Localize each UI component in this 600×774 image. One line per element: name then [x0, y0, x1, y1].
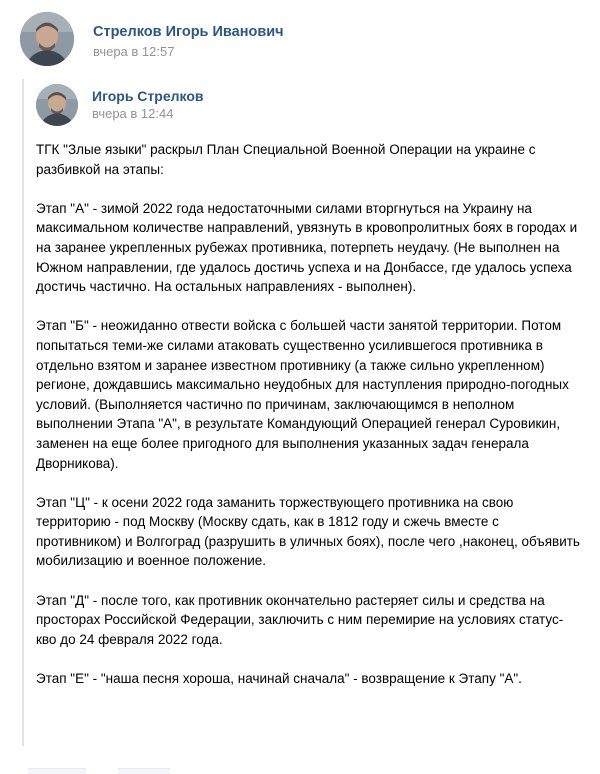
text-paragraph-stage-a: Этап "А" - зимой 2022 года недостаточными силами вторгнуться на Украину на максимальном количестве направлений, увязнуть в кровопролитных боях в городах и на заранее укрепленных рубежах противника, потерпеть неудачу. (Не выполнен на Южном направлении, где удалось достичь успеха и на Донбассе, где удалось успеха достичь частично. На остальных направлениях - выполнен). — [36, 200, 578, 295]
repost-timestamp[interactable]: вчера в 12:44 — [92, 106, 174, 121]
text-paragraph-stage-e: Этап "Е" - "наша песня хороша, начинай сначала" - возвращение к Этапу "А". — [36, 671, 522, 687]
text-paragraph-stage-c: Этап "Ц" - к осени 2022 года заманить торжествующего противника на свою территорию - под Москву (Москву сдать, как в 1812 году и сжечь вместе с противником) и Волгоград (разрушить в уличных боях), после чего ,наконец, объявить мобилизацию и военное положение. — [36, 494, 580, 569]
post-author-link[interactable]: Стрелков Игорь Иванович — [93, 24, 284, 40]
author-avatar-icon[interactable] — [20, 12, 74, 66]
repost-author-avatar-icon[interactable] — [36, 84, 78, 126]
text-paragraph-stage-b: Этап "Б" - неожиданно отвести войска с большей части занятой территории. Потом попытаться теми-же силами атаковать существенно усилившегося противника в отдельно взятом и заранее известном противнику (а также сильно укрепленном) регионе, дождавшись максимально неудобных для наступления природно-погодных условий. (Выполняется частично по причинам, заключающимся в неполном выполнении Этапа "А", в результате Командующий Операцией генерал Суровикин, заменен на еще более пригодного для выполнения указанных задач генерала Дворникова). — [36, 318, 569, 471]
text-paragraph-stage-d: Этап "Д" - после того, как противник окончательно растеряет силы и средства на просторах Российской Федерации, заключить с ним перемирие на условиях статус-кво до 24 февраля 2022 года. — [36, 592, 564, 647]
text-paragraph-intro: ТГК "Злые языки" раскрыл План Специальной Военной Операции на украине с разбивкой на этапы: — [36, 142, 536, 177]
like-button[interactable] — [28, 768, 86, 774]
post-timestamp[interactable]: вчера в 12:57 — [93, 44, 175, 59]
comment-button[interactable] — [118, 768, 170, 774]
repost-text — [36, 140, 581, 689]
repost-author-link[interactable]: Игорь Стрелков — [92, 88, 204, 104]
repost-divider — [22, 79, 24, 746]
